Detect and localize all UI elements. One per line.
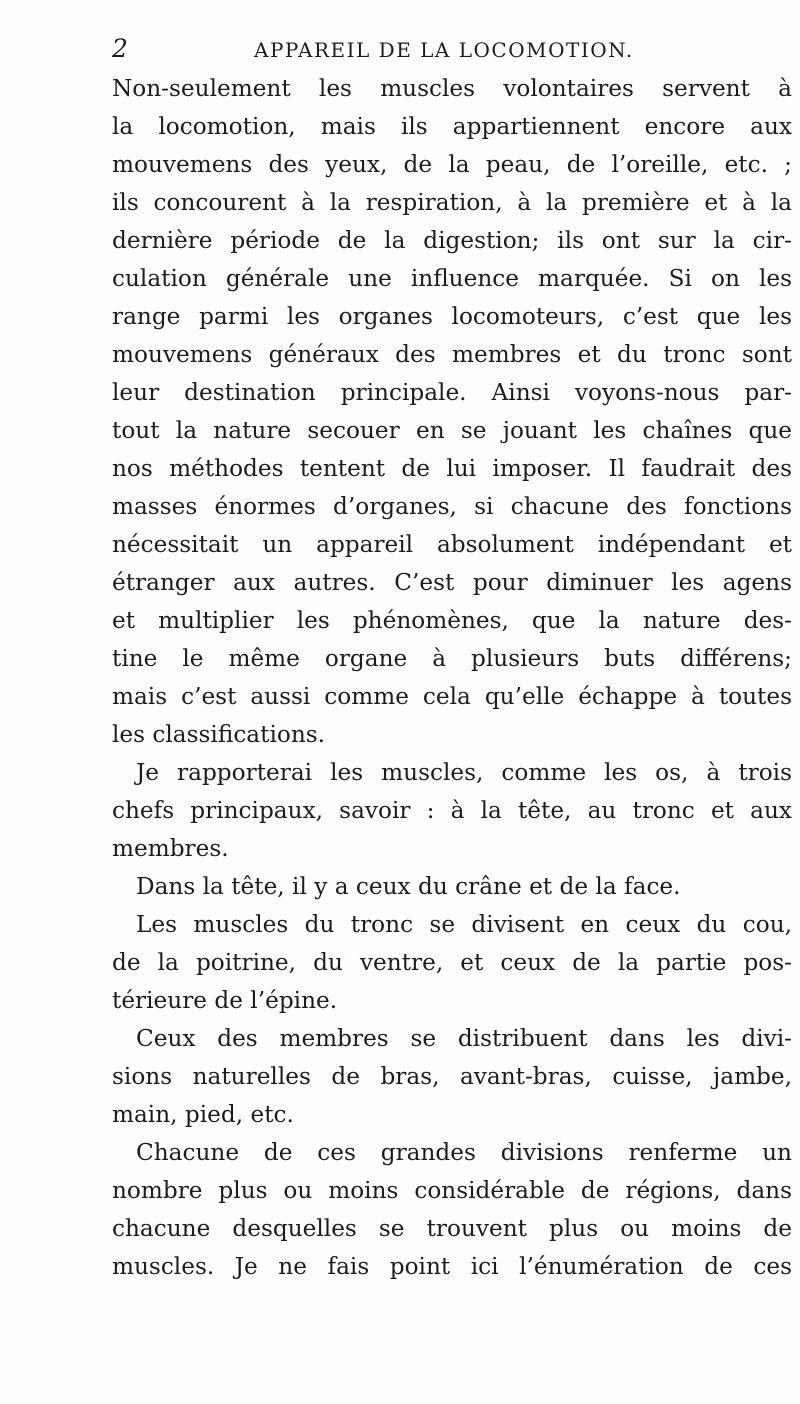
text-line: nombre plus ou moins considérable de régions, dans	[112, 1177, 792, 1204]
text-line: leur destination principale. Ainsi voyons-nous par-	[112, 379, 792, 406]
text-line: tine le même organe à plusieurs buts différens;	[112, 645, 792, 672]
text-line: muscles. Je ne fais point ici l’énumération de ces	[112, 1253, 792, 1280]
text-line: les classifications.	[112, 721, 326, 748]
text-line: chefs principaux, savoir : à la tête, au tronc et aux	[112, 797, 792, 824]
text-line: térieure de l’épine.	[112, 987, 338, 1014]
text-line: Dans la tête, il y a ceux du crâne et de la face.	[136, 873, 681, 900]
text-line: mais c’est aussi comme cela qu’elle échappe à toutes	[112, 683, 792, 710]
text-line: Les muscles du tronc se divisent en ceux du cou,	[136, 911, 792, 938]
text-line: mouvemens des yeux, de la peau, de l’oreille, etc. ;	[112, 151, 792, 178]
text-line: nécessitait un appareil absolument indépendant et	[112, 531, 792, 558]
text-line: tout la nature secouer en se jouant les chaînes que	[112, 417, 792, 444]
text-line: culation générale une influence marquée. Si on les	[112, 265, 792, 292]
text-line: Je rapporterai les muscles, comme les os, à trois	[136, 759, 792, 786]
text-line: nos méthodes tentent de lui imposer. Il faudrait des	[112, 455, 792, 482]
text-line: dernière période de la digestion; ils ont sur la cir-	[112, 227, 792, 254]
text-line: de la poitrine, du ventre, et ceux de la partie pos-	[112, 949, 792, 976]
page-header	[112, 34, 792, 66]
text-line: chacune desquelles se trouvent plus ou moins de	[112, 1215, 792, 1242]
text-line: et multiplier les phénomènes, que la nature des-	[112, 607, 792, 634]
text-line: la locomotion, mais ils appartiennent encore aux	[112, 113, 792, 140]
text-line: Chacune de ces grandes divisions renferme un	[136, 1139, 792, 1166]
text-line: ils concourent à la respiration, à la première et à la	[112, 189, 792, 216]
text-line: Ceux des membres se distribuent dans les divi-	[136, 1025, 792, 1052]
text-line: Non-seulement les muscles volontaires servent à	[112, 75, 792, 102]
text-line: étranger aux autres. C’est pour diminuer les agens	[112, 569, 792, 596]
text-line: sions naturelles de bras, avant-bras, cuisse, jambe,	[112, 1063, 792, 1090]
running-head: APPAREIL DE LA LOCOMOTION.	[254, 38, 634, 62]
text-line: main, pied, etc.	[112, 1101, 294, 1128]
text-line: masses énormes d’organes, si chacune des fonctions	[112, 493, 792, 520]
text-line: membres.	[112, 835, 229, 862]
text-line: range parmi les organes locomoteurs, c’est que les	[112, 303, 792, 330]
body-text	[112, 70, 792, 1286]
page-number: 2	[112, 34, 128, 63]
text-line: mouvemens généraux des membres et du tronc sont	[112, 341, 792, 368]
